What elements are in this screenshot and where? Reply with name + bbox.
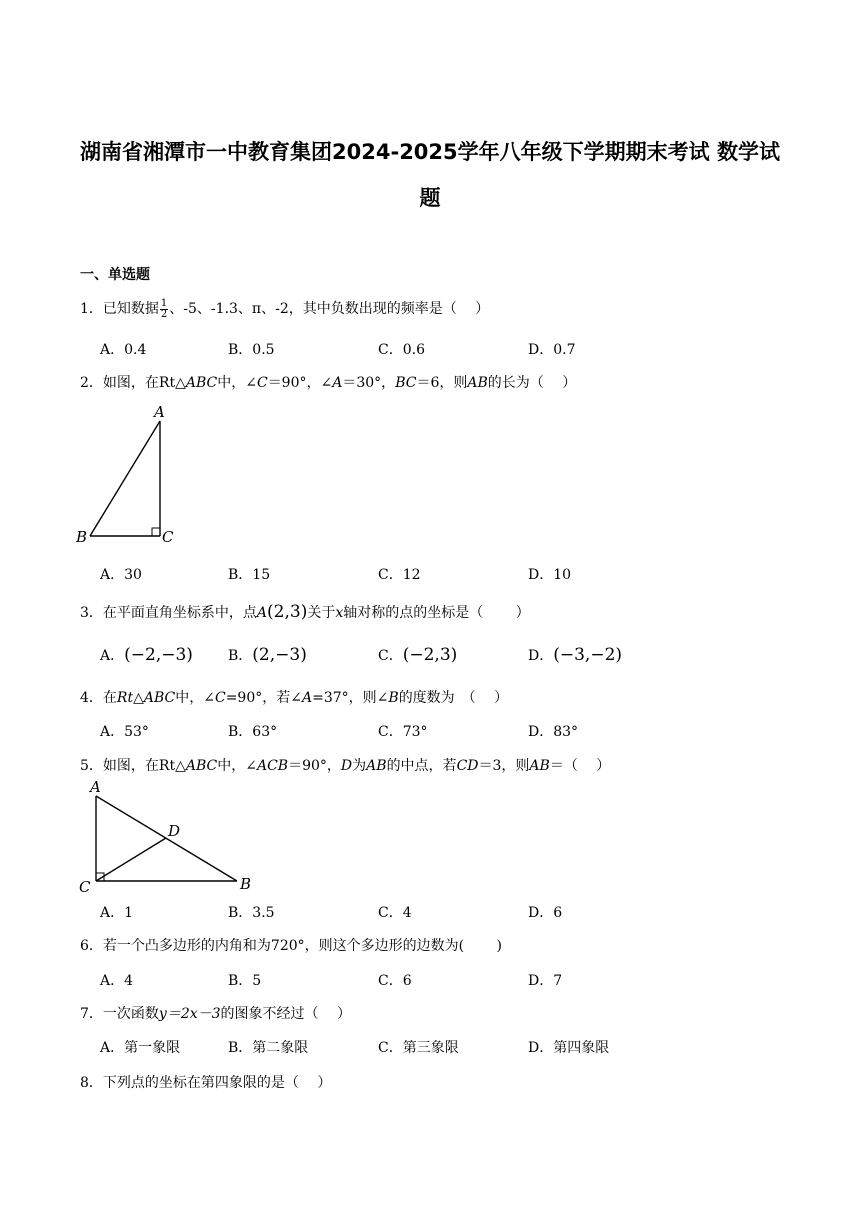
option-b: B．0.5 [228,342,275,358]
question-5: 5．如图，在Rt△ABC中，∠ACB＝90°，D为AB的中点，若CD＝3，则AB＝（ ） [80,758,611,774]
page-title-continued: 题 [419,186,441,210]
option-a: A．4 [100,973,134,989]
vertex-label-b: B [76,528,88,546]
option-a: A．(−2,−3) [100,645,193,665]
option-c: C．6 [378,973,412,989]
question-2: 2．如图，在Rt△ABC中，∠C＝90°，∠A＝30°，BC＝6，则AB的长为（ ） [80,375,577,391]
option-b: B．63° [228,724,278,740]
question-3: 3．在平面直角坐标系中，点A(2,3)关于x轴对称的点的坐标是（ ） [80,602,530,622]
option-c: C．73° [378,724,428,740]
option-d: D．(−3,−2) [528,645,623,665]
option-b: B．(2,−3) [228,645,307,665]
option-c: C．12 [378,567,421,583]
vertex-label-d: D [168,822,181,840]
option-d: D．第四象限 [528,1040,610,1056]
option-b: B．15 [228,567,271,583]
vertex-label-a: A [154,403,165,421]
option-c: C．(−2,3) [378,645,458,665]
option-a: A．0.4 [100,342,147,358]
vertex-label-a: A [90,778,101,796]
vertex-label-b: B [240,875,252,893]
option-d: D．10 [528,567,572,583]
option-c: C．第三象限 [378,1040,459,1056]
question-7: 7．一次函数y＝2x－3的图象不经过（ ） [80,1006,351,1022]
option-c: C．4 [378,905,412,921]
question-4: 4．在Rt△ABC中，∠C=90°，若∠A=37°，则∠B的度数为 （ ） [80,690,509,706]
question-8: 8．下列点的坐标在第四象限的是（ ） [80,1075,332,1091]
option-d: D．6 [528,905,563,921]
option-a: A．1 [100,905,134,921]
triangle-figure-q5 [70,775,270,895]
vertex-label-c: C [162,528,174,546]
page-title: 湖南省湘潭市一中教育集团2024-2025学年八年级下学期期末考试 数学试 [80,140,780,164]
triangle-figure-q2 [72,400,192,550]
question-1: 1．已知数据 $\frac{1}{2}$ 、-5、-1.3、π、-2，其中负数出现的频率是（ ） [80,297,490,320]
option-b: B．3.5 [228,905,275,921]
option-a: A．第一象限 [100,1040,181,1056]
option-d: D．83° [528,724,579,740]
option-c: C．0.6 [378,342,425,358]
option-a: A．53° [100,724,149,740]
formula: y＝2x－3 [158,1006,221,1022]
vertex-label-c: C [79,878,91,895]
option-b: B．第二象限 [228,1040,309,1056]
option-b: B．5 [228,973,262,989]
option-a: A．30 [100,567,142,583]
fraction: $\frac{1}{2}$ [160,297,168,320]
question-6: 6．若一个凸多边形的内角和为720°，则这个多边形的边数为( ) [80,938,503,954]
option-d: D．7 [528,973,563,989]
section-heading: 一、单选题 [80,267,150,283]
option-d: D．0.7 [528,342,576,358]
